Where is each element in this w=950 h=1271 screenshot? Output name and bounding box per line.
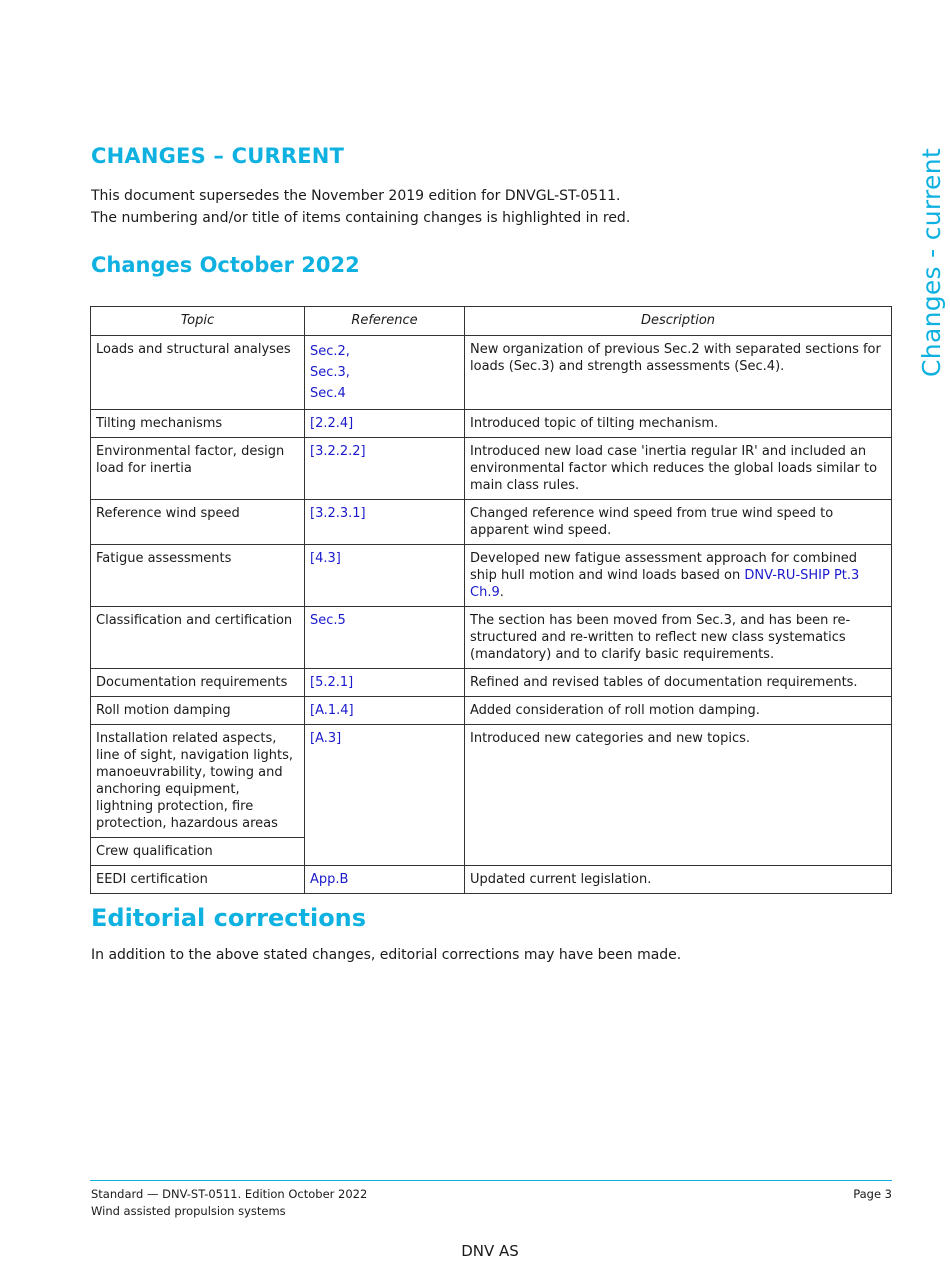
reference-link[interactable]: Sec.3, xyxy=(310,365,350,380)
footer-document-info xyxy=(91,1186,367,1220)
intro-line: This document supersedes the November 2019 edition for DNVGL-ST-0511. xyxy=(91,188,621,204)
intro-line: The numbering and/or title of items containing changes is highlighted in red. xyxy=(91,210,631,226)
topic-cell: Documentation requirements xyxy=(91,669,305,697)
description-text: . xyxy=(499,585,504,600)
changes-table xyxy=(90,306,892,894)
reference-link[interactable]: Sec.2, xyxy=(310,344,350,359)
reference-cell xyxy=(305,669,465,697)
page-title: CHANGES – CURRENT xyxy=(91,144,345,168)
page-number: Page 3 xyxy=(853,1187,892,1201)
footer-standard-line: Standard — DNV-ST-0511. Edition October 2022 xyxy=(91,1187,368,1201)
topic-cell: Installation related aspects, line of sight, navigation lights, manoeuvrability, towing and anchoring equipment, lightning protection, fire protection, hazardous areas xyxy=(91,725,305,838)
table-row xyxy=(91,866,892,894)
reference-link[interactable]: App.B xyxy=(310,872,349,887)
footer-title-line: Wind assisted propulsion systems xyxy=(91,1204,286,1218)
description-cell: Added consideration of roll motion damping. xyxy=(465,697,892,725)
reference-cell xyxy=(305,410,465,438)
topic-cell: Fatigue assessments xyxy=(91,545,305,607)
reference-cell xyxy=(305,607,465,669)
table-row xyxy=(91,336,892,410)
topic-cell: Roll motion damping xyxy=(91,697,305,725)
description-cell: Refined and revised tables of documentation requirements. xyxy=(465,669,892,697)
topic-cell: Classification and certification xyxy=(91,607,305,669)
reference-cell xyxy=(305,866,465,894)
description-cell xyxy=(465,545,892,607)
column-header-reference: Reference xyxy=(305,307,465,336)
reference-link[interactable]: [A.3] xyxy=(310,731,342,746)
reference-cell xyxy=(305,545,465,607)
table-row xyxy=(91,607,892,669)
description-cell: Introduced new load case 'inertia regular IR' and included an environmental factor which reduces the global loads similar to main class rules. xyxy=(465,438,892,500)
footer-company: DNV AS xyxy=(461,1242,519,1260)
side-section-tab xyxy=(912,148,950,384)
table-row xyxy=(91,410,892,438)
table-header-row xyxy=(91,307,892,336)
reference-link[interactable]: Sec.4 xyxy=(310,386,346,401)
reference-link[interactable]: [2.2.4] xyxy=(310,416,354,431)
description-cell: Changed reference wind speed from true wind speed to apparent wind speed. xyxy=(465,500,892,545)
reference-cell xyxy=(305,438,465,500)
reference-link[interactable]: Sec.5 xyxy=(310,613,346,628)
topic-cell: Tilting mechanisms xyxy=(91,410,305,438)
rule-reference-link[interactable]: DNV-RU-SHIP Pt.3 Ch.9 xyxy=(470,568,860,600)
description-cell: New organization of previous Sec.2 with separated sections for loads (Sec.3) and strength assessments (Sec.4). xyxy=(465,336,892,410)
footer-divider xyxy=(90,1180,892,1181)
reference-link[interactable]: [5.2.1] xyxy=(310,675,354,690)
changes-heading: Changes October 2022 xyxy=(91,253,360,277)
editorial-heading: Editorial corrections xyxy=(91,904,367,932)
topic-cell: Reference wind speed xyxy=(91,500,305,545)
table-row xyxy=(91,669,892,697)
reference-cell xyxy=(305,725,465,866)
column-header-description: Description xyxy=(465,307,892,336)
topic-cell: Crew qualification xyxy=(91,838,305,866)
table-row xyxy=(91,438,892,500)
topic-cell: EEDI certification xyxy=(91,866,305,894)
intro-text xyxy=(91,185,630,229)
editorial-text: In addition to the above stated changes, editorial corrections may have been made. xyxy=(91,947,682,963)
reference-link[interactable]: [4.3] xyxy=(310,551,341,566)
reference-cell xyxy=(305,336,465,410)
reference-cell xyxy=(305,697,465,725)
reference-cell xyxy=(305,500,465,545)
topic-cell: Environmental factor, design load for inertia xyxy=(91,438,305,500)
table-row xyxy=(91,725,892,838)
table-row xyxy=(91,697,892,725)
reference-link[interactable]: [3.2.2.2] xyxy=(310,444,366,459)
description-cell: The section has been moved from Sec.3, and has been re-structured and re-written to reflect new class systematics (mandatory) and to clarify basic requirements. xyxy=(465,607,892,669)
description-cell: Updated current legislation. xyxy=(465,866,892,894)
topic-cell: Loads and structural analyses xyxy=(91,336,305,410)
reference-link[interactable]: [A.1.4] xyxy=(310,703,354,718)
column-header-topic: Topic xyxy=(91,307,305,336)
table-row xyxy=(91,500,892,545)
side-tab-label: Changes - current xyxy=(917,148,946,377)
table-row xyxy=(91,545,892,607)
description-cell: Introduced topic of tilting mechanism. xyxy=(465,410,892,438)
description-text: Developed new fatigue assessment approach for combined ship hull motion and wind loads based on xyxy=(470,551,858,583)
description-cell: Introduced new categories and new topics. xyxy=(465,725,892,866)
reference-link[interactable]: [3.2.3.1] xyxy=(310,506,366,521)
